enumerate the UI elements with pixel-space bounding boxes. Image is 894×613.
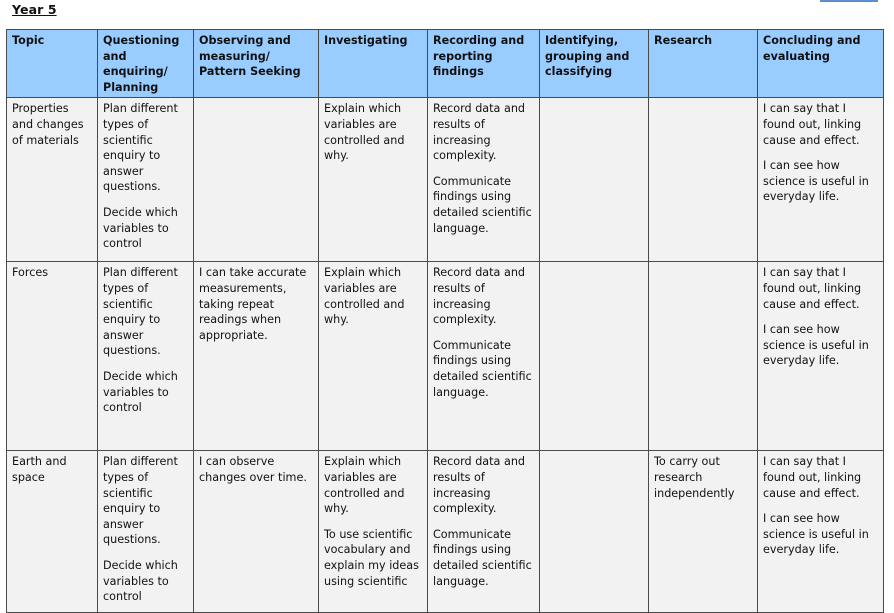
concluding-cell [758, 451, 884, 613]
cell-paragraph: I can say that I found out, linking cause and effect. [763, 455, 862, 500]
cell-paragraph: Communicate findings using detailed scientific language. [433, 527, 532, 588]
cell-paragraph: I can take accurate measurements, taking repeat readings when appropriate. [199, 266, 307, 342]
table-row [7, 451, 884, 613]
cell-paragraph: I can observe changes over time. [199, 455, 307, 484]
header-row [7, 30, 884, 98]
identifying-cell [540, 262, 649, 451]
identifying-cell [540, 98, 649, 262]
cell-paragraph: Record data and results of increasing complexity. [433, 102, 526, 163]
observing-cell [194, 451, 319, 613]
cell-paragraph: To use scientific vocabulary and explain my ideas using scientific [324, 527, 419, 588]
cell-paragraph: Decide which variables to control [103, 558, 178, 604]
questioning-cell [98, 262, 194, 451]
header-recording: Recording and reporting findings [428, 30, 540, 98]
topic-cell: Earth and space [7, 451, 98, 613]
research-cell [649, 451, 758, 613]
cell-paragraph: Plan different types of scientific enquiry to answer questions. [103, 266, 178, 358]
recording-cell [428, 98, 540, 262]
cell-paragraph: I can say that I found out, linking cause and effect. [763, 102, 862, 147]
investigating-cell [319, 262, 428, 451]
curriculum-table-wrapper [6, 29, 884, 613]
page-corner-mark [820, 0, 878, 2]
investigating-cell [319, 451, 428, 613]
page-title: Year 5 [12, 2, 57, 17]
investigating-cell [319, 98, 428, 262]
recording-cell [428, 262, 540, 451]
header-identifying: Identifying, grouping and classifying [540, 30, 649, 98]
research-cell [649, 98, 758, 262]
cell-paragraph: Decide which variables to control [103, 205, 178, 251]
cell-paragraph: Plan different types of scientific enquiry to answer questions. [103, 455, 178, 547]
questioning-cell [98, 98, 194, 262]
cell-paragraph: I can see how science is useful in everyday life. [763, 512, 869, 557]
questioning-cell [98, 451, 194, 613]
cell-paragraph: Communicate findings using detailed scientific language. [433, 338, 532, 399]
observing-cell [194, 262, 319, 451]
topic-cell: Forces [7, 262, 98, 451]
cell-paragraph: I can say that I found out, linking cause and effect. [763, 266, 862, 311]
cell-paragraph: To carry out research independently [654, 455, 735, 500]
header-investigating: Investigating [319, 30, 428, 98]
cell-paragraph: Record data and results of increasing complexity. [433, 266, 526, 327]
header-observing: Observing and measuring/ Pattern Seeking [194, 30, 319, 98]
cell-paragraph: Explain which variables are controlled and why. [324, 266, 405, 327]
table-row [7, 98, 884, 262]
table-row [7, 262, 884, 451]
research-cell [649, 262, 758, 451]
cell-paragraph: Decide which variables to control [103, 369, 178, 415]
curriculum-table [6, 29, 884, 613]
header-topic: Topic [7, 30, 98, 98]
topic-cell: Properties and changes of materials [7, 98, 98, 262]
cell-paragraph: Explain which variables are controlled and why. [324, 455, 405, 516]
cell-paragraph: Plan different types of scientific enquiry to answer questions. [103, 102, 178, 194]
header-questioning: Questioning and enquiring/ Planning [98, 30, 194, 98]
header-concluding: Concluding and evaluating [758, 30, 884, 98]
observing-cell [194, 98, 319, 262]
identifying-cell [540, 451, 649, 613]
recording-cell [428, 451, 540, 613]
cell-paragraph: Explain which variables are controlled and why. [324, 102, 405, 163]
concluding-cell [758, 262, 884, 451]
cell-paragraph: Communicate findings using detailed scientific language. [433, 174, 532, 235]
cell-paragraph: I can see how science is useful in everyday life. [763, 159, 869, 204]
header-research: Research [649, 30, 758, 98]
concluding-cell [758, 98, 884, 262]
cell-paragraph: I can see how science is useful in everyday life. [763, 323, 869, 368]
cell-paragraph: Record data and results of increasing complexity. [433, 455, 526, 516]
